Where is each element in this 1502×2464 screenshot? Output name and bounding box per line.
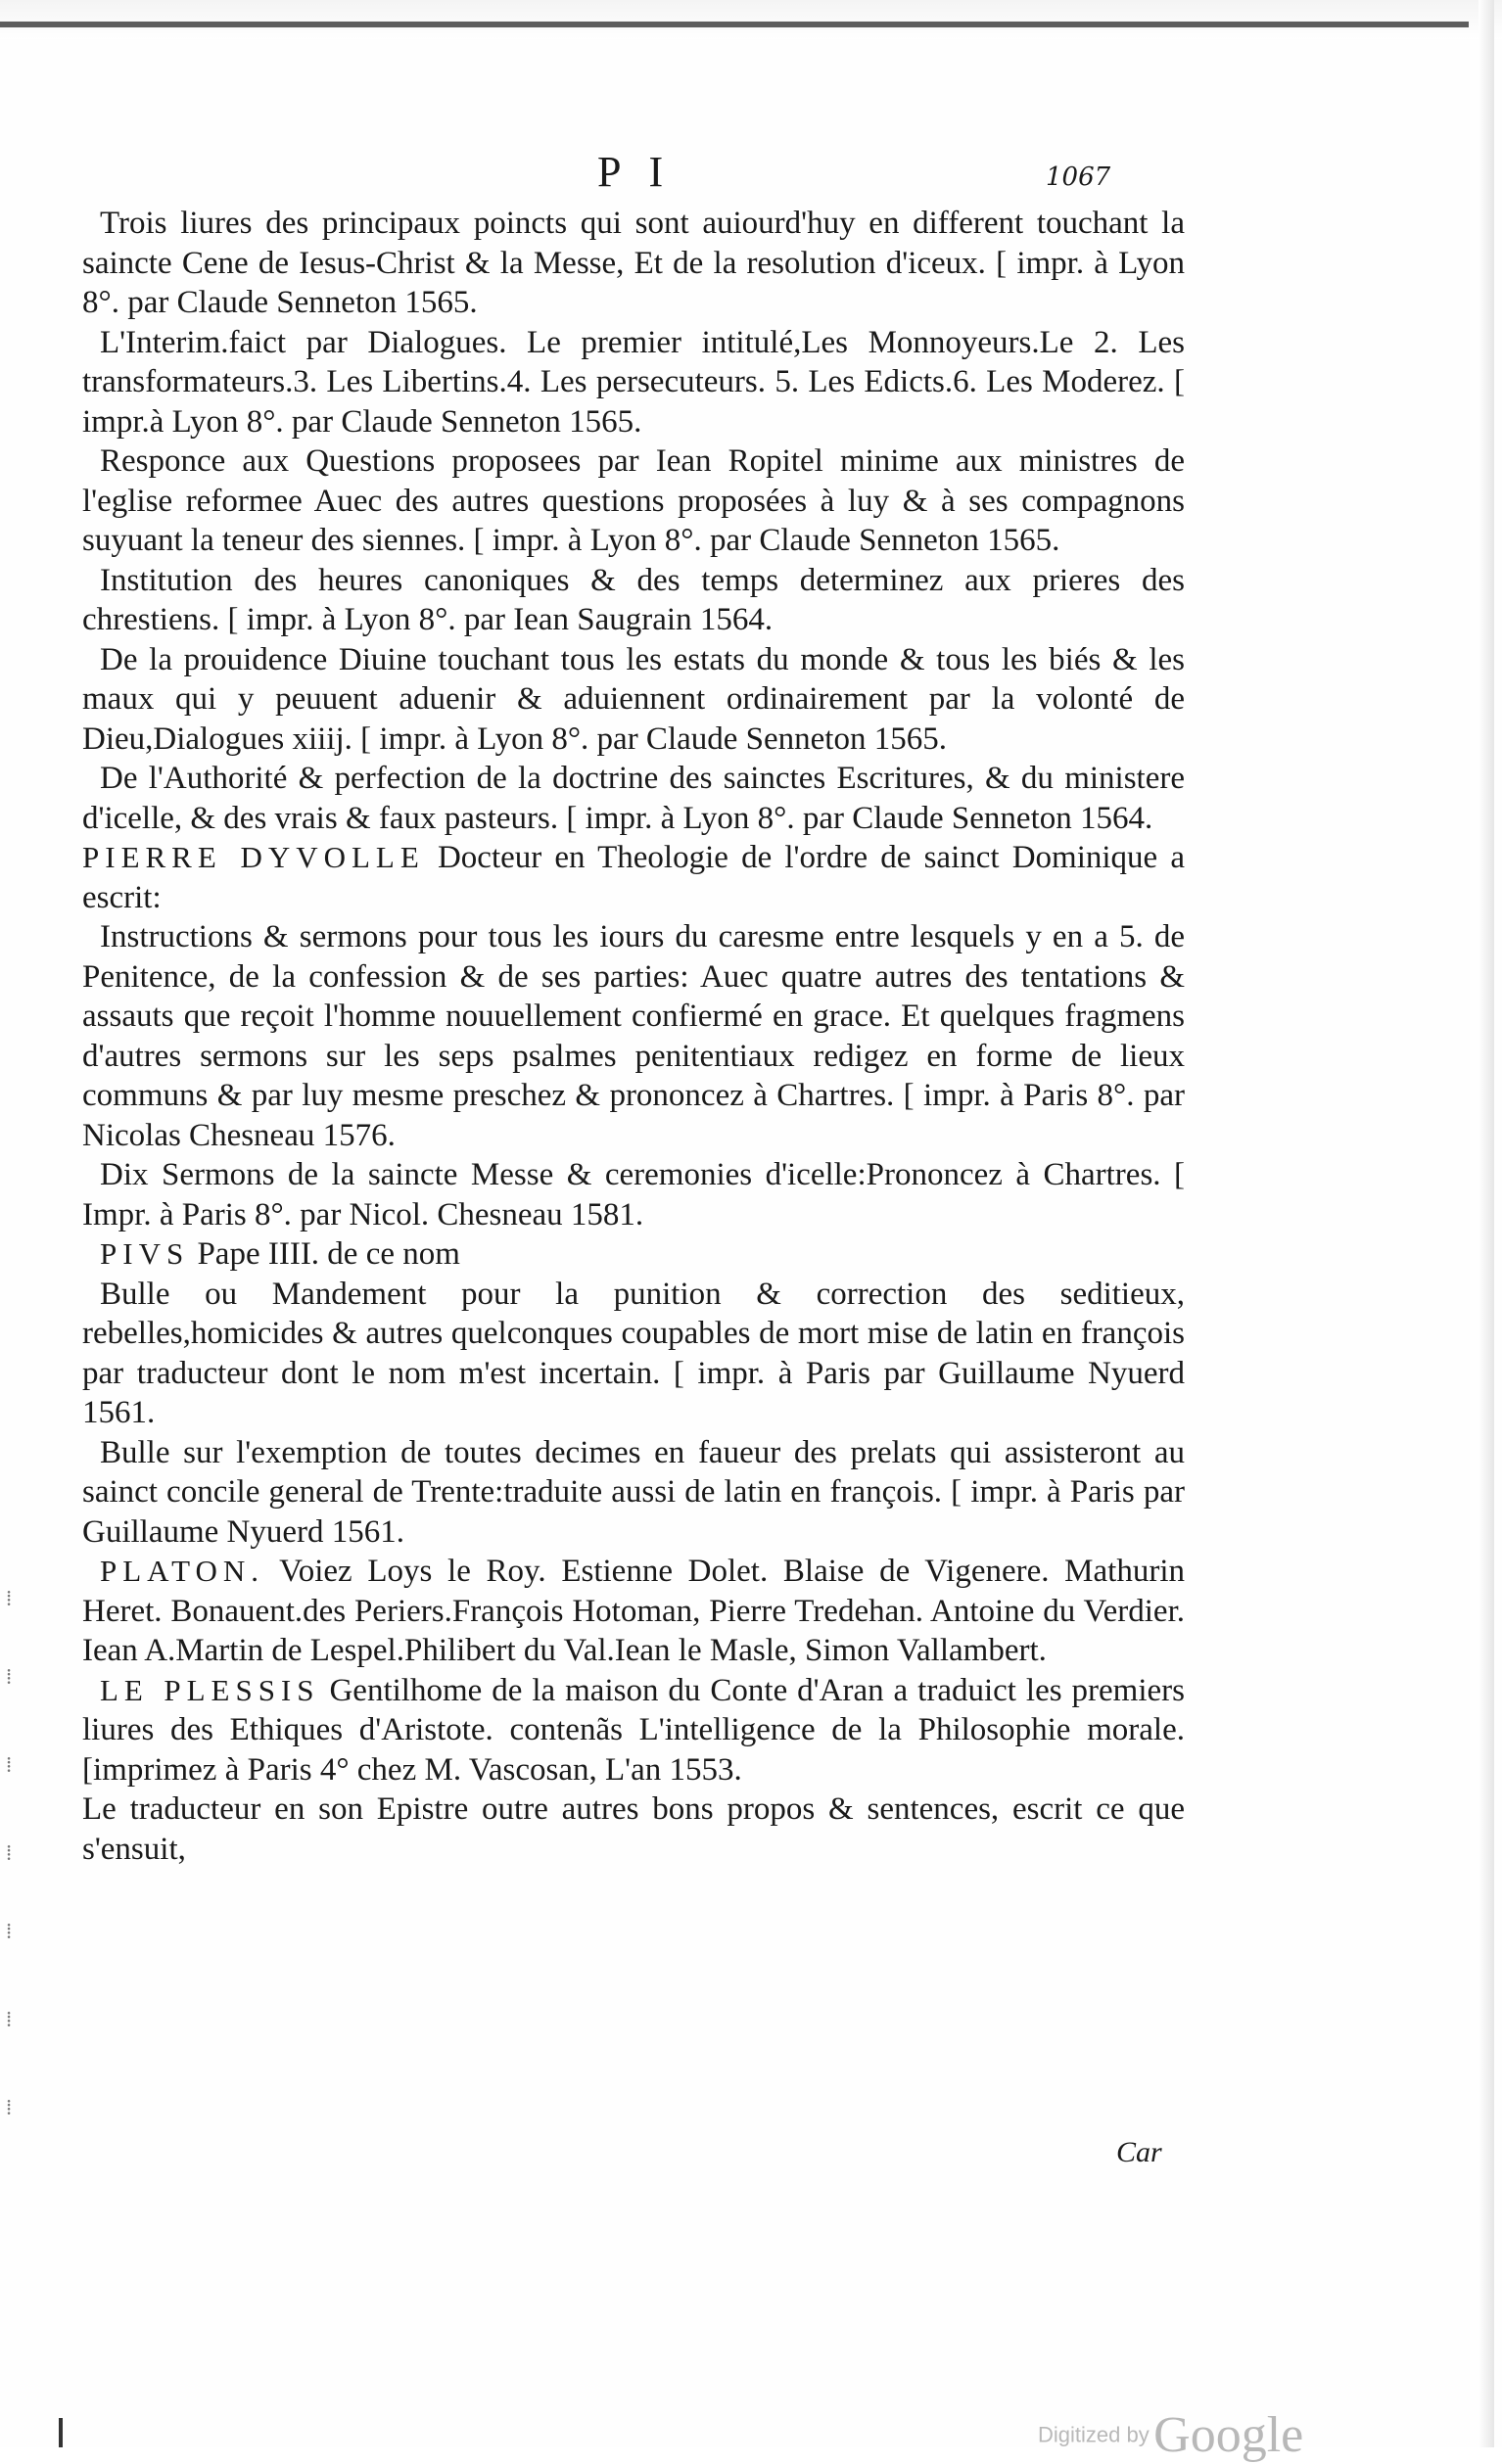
margin-mark: ⁞ (6, 2096, 13, 2120)
paragraph-text: De l'Authorité & perfection de la doctrine des sainctes Escritures, & du ministere d'icelle, & des vrais & faux pasteurs. [ impr. à Lyon 8°. par Claude Senneton 1564. (82, 761, 1185, 836)
page-right-edge (1479, 0, 1494, 2447)
paragraph-text: Dix Sermons de la saincte Messe & ceremonies d'icelle:Prononcez à Chartres. [ Impr. à Paris 8°. par Nicol. Chesneau 1581. (82, 1157, 1185, 1232)
paragraph (82, 1433, 1185, 1553)
paragraph-text: Bulle ou Mandement pour la punition & correction des seditieux, rebelles,homicides & autres quelconques coupables de mort mise de latin en françois par traducteur dont le nom m'est incertain. [ impr. à Paris par Guillaume Nyuerd 1561. (82, 1276, 1185, 1430)
paragraph (82, 561, 1185, 640)
paragraph (82, 917, 1185, 1155)
paragraph-text: Gentilhome de la maison du Conte d'Aran a traduict les premiers liures des Ethiques d'Aristote. contenãs L'intelligence de la Philosophie morale. [imprimez à Paris 4° chez M. Vascosan, L'an 1553. (82, 1672, 1186, 1788)
margin-mark: ⁞ (6, 2008, 13, 2032)
paragraph (82, 204, 1185, 323)
running-title: PI (597, 148, 691, 196)
paragraph-text: L'Interim.faict par Dialogues. Le premier intitulé,Les Monnoyeurs.Le 2. Les transformateurs.3. Les Libertins.4. Les persecuteurs. 5. Les Edicts.6. Les Moderez. [ impr.à Lyon 8°. par Claude Senneton 1565. (82, 324, 1185, 440)
body-text (82, 204, 1185, 1869)
entry-heading: LE PLESSIS (100, 1672, 320, 1707)
margin-mark: ⁞ (6, 1920, 13, 1944)
corner-mark (59, 2418, 63, 2447)
top-rule (0, 22, 1469, 27)
paragraph (82, 838, 1185, 917)
paragraph (82, 323, 1185, 442)
paragraph-text: De la prouidence Diuine touchant tous les estats du monde & tous les biés & les maux qui y peuuent aduenir & aduiennent ordinairement par la volonté de Dieu,Dialogues xiiij. [ impr. à Lyon 8°. par Claude Senneton 1565. (82, 641, 1185, 757)
paragraph (82, 1234, 1185, 1275)
entry-heading: PIERRE DYVOLLE (82, 840, 425, 874)
paragraph (82, 1275, 1185, 1433)
margin-mark: ⁞ (6, 1587, 13, 1611)
paragraph-text: Trois liures des principaux poincts qui sont auiourd'huy en different touchant la saincte Cene de Iesus-Christ & la Messe, Et de la resolution d'iceux. [ impr. à Lyon 8°. par Claude Senneton 1565. (82, 206, 1185, 320)
catchword: Car (1116, 2136, 1162, 2168)
paragraph-text: Instructions & sermons pour tous les iours du caresme entre lesquels y en a 5. de Penitence, de la confession & de ses parties: Auec quatre autres des tentations & assauts que reçoit l'homme nouuellement confiermé en grace. Et quelques fragmens d'autres sermons sur les seps psalmes penitentiaux redigez en forme de lieux communs & par luy mesme preschez & prononcez à Chartres. [ impr. à Paris 8°. par Nicolas Chesneau 1576. (82, 919, 1185, 1153)
watermark-small: Digitized by (1038, 2422, 1150, 2447)
watermark-logo: Google (1153, 2407, 1304, 2463)
paragraph (82, 759, 1185, 838)
page-top-edge (0, 0, 1502, 39)
paragraph-text: Bulle sur l'exemption de toutes decimes en faueur des prelats qui assisteront au sainct concile general de Trente:traduite aussi de latin en françois. [ impr. à Paris par Guillaume Nyuerd 1561. (82, 1434, 1185, 1550)
page-header (0, 147, 1502, 206)
paragraph (82, 442, 1185, 561)
paragraph (82, 1155, 1185, 1234)
paragraph (82, 1552, 1185, 1671)
paragraph-text: Le traducteur en son Epistre outre autres bons propos & sentences, escrit ce que s'ensuit, (82, 1791, 1185, 1867)
paragraph (82, 1671, 1185, 1790)
margin-mark: ⁞ (6, 1665, 13, 1690)
page-number: 1067 (1046, 163, 1111, 192)
paragraph (82, 1790, 1185, 1869)
paragraph-text: Voiez Loys le Roy. Estienne Dolet. Blaise de Vigenere. Mathurin Heret. Bonauent.des Periers.François Hotoman, Pierre Tredehan. Antoine du Verdier. Iean A.Martin de Lespel.Philibert du Val.Iean le Masle, Simon Vallambert. (82, 1554, 1185, 1668)
entry-heading: PLATON. (100, 1554, 265, 1588)
paragraph-text: Pape IIII. de ce nom (189, 1236, 460, 1272)
paragraph-text: Institution des heures canoniques & des temps determinez aux prieres des chrestiens. [ impr. à Lyon 8°. par Iean Saugrain 1564. (82, 562, 1185, 637)
margin-mark: ⁞ (6, 1841, 13, 1866)
entry-heading: PIVS (100, 1236, 190, 1271)
paragraph-text: Docteur en Theologie de l'ordre de sainct Dominique a escrit: (82, 840, 1185, 915)
digitized-watermark (1038, 2406, 1303, 2464)
paragraph-text: Responce aux Questions proposees par Iean Ropitel minime aux ministres de l'eglise reformee Auec des autres questions proposées à luy & à ses compagnons suyuant la teneur des siennes. [ impr. à Lyon 8°. par Claude Senneton 1565. (82, 443, 1185, 558)
margin-mark: ⁞ (6, 1753, 13, 1778)
paragraph (82, 640, 1185, 760)
